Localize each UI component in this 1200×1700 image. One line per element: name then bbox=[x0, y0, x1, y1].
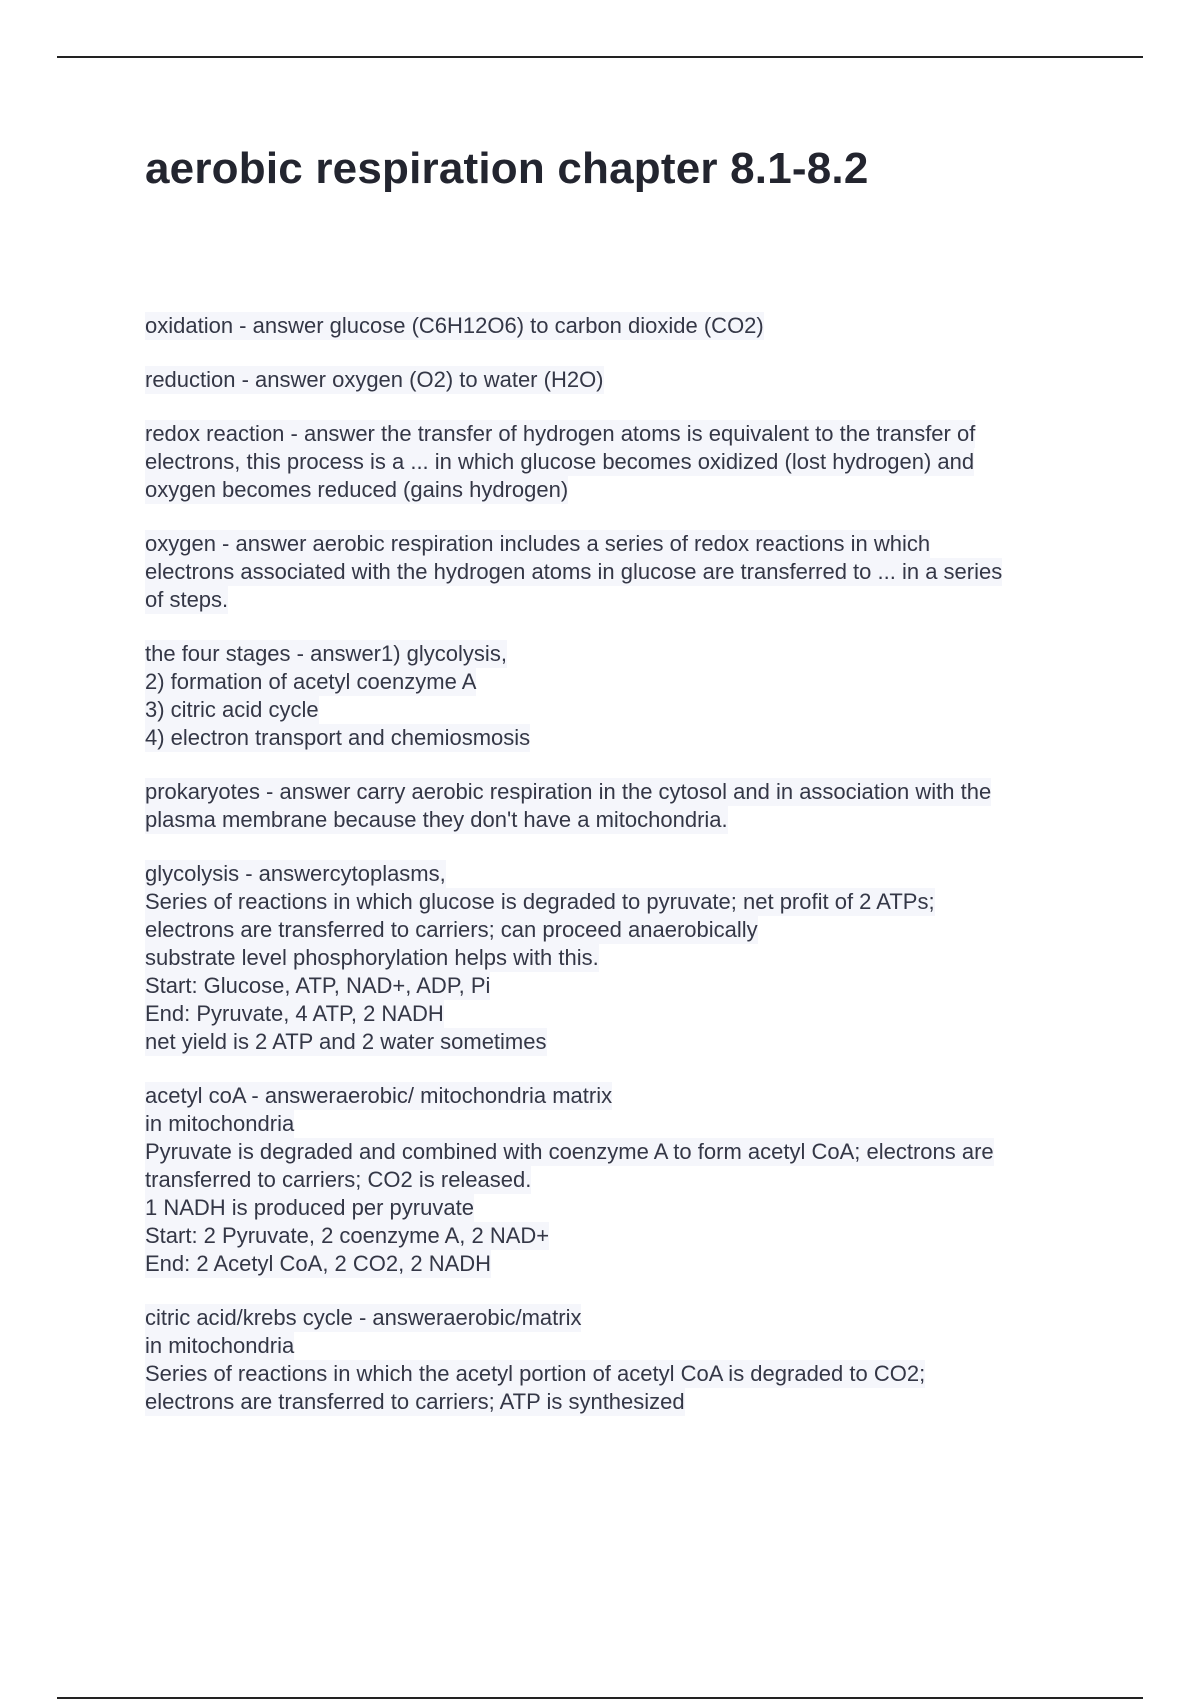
qa-entry-line: Start: 2 Pyruvate, 2 coenzyme A, 2 NAD+ bbox=[145, 1223, 550, 1248]
qa-entry-line: in mitochondria bbox=[145, 1111, 295, 1136]
qa-entry bbox=[145, 366, 1090, 394]
top-rule bbox=[57, 56, 1143, 58]
qa-entry bbox=[145, 1304, 1090, 1416]
page-title: aerobic respiration chapter 8.1-8.2 bbox=[145, 144, 869, 193]
qa-entry bbox=[145, 312, 1090, 340]
qa-entry-line: oxygen - answer aerobic respiration includes a series of redox reactions in which bbox=[145, 531, 931, 556]
qa-entry bbox=[145, 640, 1090, 752]
qa-entry-line: reduction - answer oxygen (O2) to water (H2O) bbox=[145, 367, 604, 392]
qa-entry-line: electrons are transferred to carriers; can proceed anaerobically bbox=[145, 917, 758, 942]
qa-entry-line: citric acid/krebs cycle - answeraerobic/matrix bbox=[145, 1305, 582, 1330]
qa-entry-line: oxidation - answer glucose (C6H12O6) to carbon dioxide (CO2) bbox=[145, 313, 764, 338]
qa-entry bbox=[145, 778, 1090, 834]
qa-entry bbox=[145, 1082, 1090, 1278]
qa-entry-line: prokaryotes - answer carry aerobic respiration in the cytosol and in association with the bbox=[145, 779, 992, 804]
qa-entry-line: End: Pyruvate, 4 ATP, 2 NADH bbox=[145, 1001, 444, 1026]
qa-entry-line: End: 2 Acetyl CoA, 2 CO2, 2 NADH bbox=[145, 1251, 492, 1276]
qa-entry-line: glycolysis - answercytoplasms, bbox=[145, 861, 446, 886]
qa-entry-line: transferred to carriers; CO2 is released. bbox=[145, 1167, 532, 1192]
qa-entry-line: 3) citric acid cycle bbox=[145, 697, 319, 722]
qa-entry-line: Start: Glucose, ATP, NAD+, ADP, Pi bbox=[145, 973, 491, 998]
qa-list bbox=[145, 312, 1090, 1442]
qa-entry-line: in mitochondria bbox=[145, 1333, 295, 1358]
qa-entry-line: electrons associated with the hydrogen atoms in glucose are transferred to ... in a series bbox=[145, 559, 1003, 584]
qa-entry-line: electrons are transferred to carriers; ATP is synthesized bbox=[145, 1389, 685, 1414]
qa-entry-line: 4) electron transport and chemiosmosis bbox=[145, 725, 531, 750]
qa-entry-line: Pyruvate is degraded and combined with coenzyme A to form acetyl CoA; electrons are bbox=[145, 1139, 994, 1164]
qa-entry-line: plasma membrane because they don't have a mitochondria. bbox=[145, 807, 728, 832]
qa-entry bbox=[145, 530, 1090, 614]
qa-entry-line: 2) formation of acetyl coenzyme A bbox=[145, 669, 477, 694]
qa-entry-line: of steps. bbox=[145, 587, 229, 612]
qa-entry-line: acetyl coA - answeraerobic/ mitochondria matrix bbox=[145, 1083, 613, 1108]
bottom-rule bbox=[57, 1697, 1143, 1699]
qa-entry-line: net yield is 2 ATP and 2 water sometimes bbox=[145, 1029, 547, 1054]
qa-entry bbox=[145, 860, 1090, 1056]
qa-entry-line: redox reaction - answer the transfer of hydrogen atoms is equivalent to the transfer of bbox=[145, 421, 976, 446]
qa-entry-line: substrate level phosphorylation helps with this. bbox=[145, 945, 599, 970]
qa-entry-line: the four stages - answer1) glycolysis, bbox=[145, 641, 507, 666]
qa-entry-line: Series of reactions in which glucose is degraded to pyruvate; net profit of 2 ATPs; bbox=[145, 889, 935, 914]
qa-entry-line: electrons, this process is a ... in which glucose becomes oxidized (lost hydrogen) and bbox=[145, 449, 975, 474]
qa-entry-line: oxygen becomes reduced (gains hydrogen) bbox=[145, 477, 569, 502]
qa-entry-line: 1 NADH is produced per pyruvate bbox=[145, 1195, 474, 1220]
qa-entry-line: Series of reactions in which the acetyl portion of acetyl CoA is degraded to CO2; bbox=[145, 1361, 926, 1386]
qa-entry bbox=[145, 420, 1090, 504]
